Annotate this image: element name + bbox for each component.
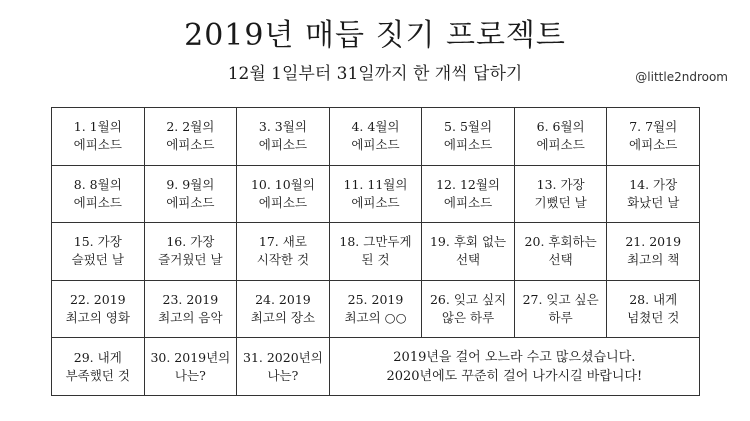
- question-subtitle: 하루: [548, 310, 573, 326]
- question-cell: [422, 166, 515, 224]
- question-subtitle: 넘쳤던 것: [627, 310, 680, 326]
- closing-line: 2019년을 걸어 오느라 수고 많으셨습니다.: [393, 349, 636, 365]
- question-title: 6. 6월의: [536, 119, 585, 135]
- question-subtitle: 즐거웠던 날: [158, 252, 223, 268]
- question-title: 30. 2019년의: [150, 349, 231, 365]
- question-title: 15. 가장: [73, 234, 122, 250]
- question-title: 13. 가장: [536, 176, 585, 192]
- question-title: 22. 2019: [69, 292, 126, 308]
- question-subtitle: 최고의 영화: [65, 310, 130, 326]
- question-subtitle: 최고의 책: [627, 252, 680, 268]
- question-cell: [52, 166, 145, 224]
- question-cell: [515, 166, 608, 224]
- question-title: 3. 3월의: [258, 119, 307, 135]
- question-cell: [237, 338, 330, 396]
- question-cell: [330, 166, 423, 224]
- question-cell: [52, 281, 145, 339]
- question-subtitle: 최고의 장소: [250, 310, 316, 326]
- question-title: 1. 1월의: [73, 119, 122, 135]
- question-cell: [515, 108, 608, 166]
- question-cell: [145, 108, 238, 166]
- question-subtitle: 시작한 것: [256, 252, 310, 268]
- question-title: 2. 2월의: [166, 119, 215, 135]
- closing-message: [330, 338, 700, 396]
- question-title: 29. 내게: [73, 349, 122, 365]
- question-subtitle: 선택: [455, 252, 481, 268]
- question-title: 8. 8월의: [73, 176, 122, 192]
- author-handle: @little2ndroom: [635, 70, 728, 84]
- question-subtitle: 에피소드: [351, 194, 400, 210]
- question-cell: [515, 281, 608, 339]
- question-grid: [51, 107, 700, 396]
- question-cell: [330, 281, 423, 339]
- question-title: 14. 가장: [629, 176, 678, 192]
- closing-line: 2020년에도 꾸준히 걸어 나가시길 바랍니다!: [386, 368, 643, 384]
- question-subtitle: 나는?: [267, 367, 299, 383]
- question-subtitle: 에피소드: [166, 137, 215, 153]
- question-subtitle: 에피소드: [73, 137, 122, 153]
- question-cell: [52, 338, 145, 396]
- question-cell: [237, 166, 330, 224]
- question-title: 10. 10월의: [250, 176, 315, 192]
- question-subtitle: 않은 하루: [441, 310, 495, 326]
- question-cell: [422, 223, 515, 281]
- question-title: 18. 그만두게: [339, 234, 412, 250]
- question-subtitle: 에피소드: [351, 137, 400, 153]
- question-cell: [237, 108, 330, 166]
- question-cell: [145, 281, 238, 339]
- question-title: 27. 잊고 싶은: [522, 292, 599, 308]
- question-subtitle: 화났던 날: [627, 194, 680, 210]
- question-title: 31. 2020년의: [243, 349, 323, 365]
- question-cell: [607, 166, 700, 224]
- question-cell: [422, 281, 515, 339]
- page-title: 2019년 매듭 짓기 프로젝트: [184, 18, 566, 53]
- question-cell: [330, 223, 423, 281]
- question-subtitle: 부족했던 것: [65, 367, 130, 383]
- question-cell: [52, 223, 145, 281]
- question-title: 26. 잊고 싶지: [429, 292, 507, 308]
- question-title: 16. 가장: [166, 234, 215, 250]
- question-title: 23. 2019: [162, 292, 219, 308]
- question-subtitle: 에피소드: [536, 137, 585, 153]
- question-title: 19. 후회 없는: [429, 234, 507, 250]
- question-subtitle: 에피소드: [443, 194, 493, 210]
- question-cell: [515, 223, 608, 281]
- question-cell: [52, 108, 145, 166]
- question-cell: [237, 223, 330, 281]
- question-title: 28. 내게: [629, 292, 678, 308]
- question-title: 11. 11월의: [343, 176, 408, 192]
- question-cell: [607, 281, 700, 339]
- question-subtitle: 에피소드: [629, 137, 678, 153]
- question-title: 24. 2019: [255, 292, 311, 308]
- question-cell: [145, 338, 238, 396]
- question-subtitle: 된 것: [361, 252, 390, 268]
- question-subtitle: 최고의 음악: [158, 310, 223, 326]
- question-subtitle: 에피소드: [443, 137, 493, 153]
- question-title: 9. 9월의: [166, 176, 215, 192]
- question-cell: [607, 223, 700, 281]
- question-subtitle: 선택: [548, 252, 573, 268]
- question-cell: [145, 223, 238, 281]
- question-subtitle: 에피소드: [258, 194, 308, 210]
- question-cell: [607, 108, 700, 166]
- question-title: 12. 12월의: [436, 176, 501, 192]
- question-title: 20. 후회하는: [524, 234, 597, 250]
- question-title: 25. 2019: [347, 292, 404, 308]
- question-title: 4. 4월의: [351, 119, 400, 135]
- question-subtitle: 에피소드: [73, 194, 122, 210]
- question-subtitle: 나는?: [174, 367, 206, 383]
- question-cell: [237, 281, 330, 339]
- question-subtitle: 에피소드: [258, 137, 308, 153]
- question-subtitle: 기뻤던 날: [534, 194, 587, 210]
- question-cell: [145, 166, 238, 224]
- question-cell: [330, 108, 423, 166]
- question-subtitle: 슬펐던 날: [71, 252, 124, 268]
- question-cell: [422, 108, 515, 166]
- question-subtitle: 최고의 ○○: [344, 310, 407, 326]
- question-title: 7. 7월의: [629, 119, 678, 135]
- question-subtitle: 에피소드: [166, 194, 215, 210]
- question-title: 17. 새로: [258, 234, 307, 250]
- question-title: 21. 2019: [625, 234, 682, 250]
- page-subtitle: 12월 1일부터 31일까지 한 개씩 답하기: [227, 64, 523, 84]
- question-title: 5. 5월의: [444, 119, 493, 135]
